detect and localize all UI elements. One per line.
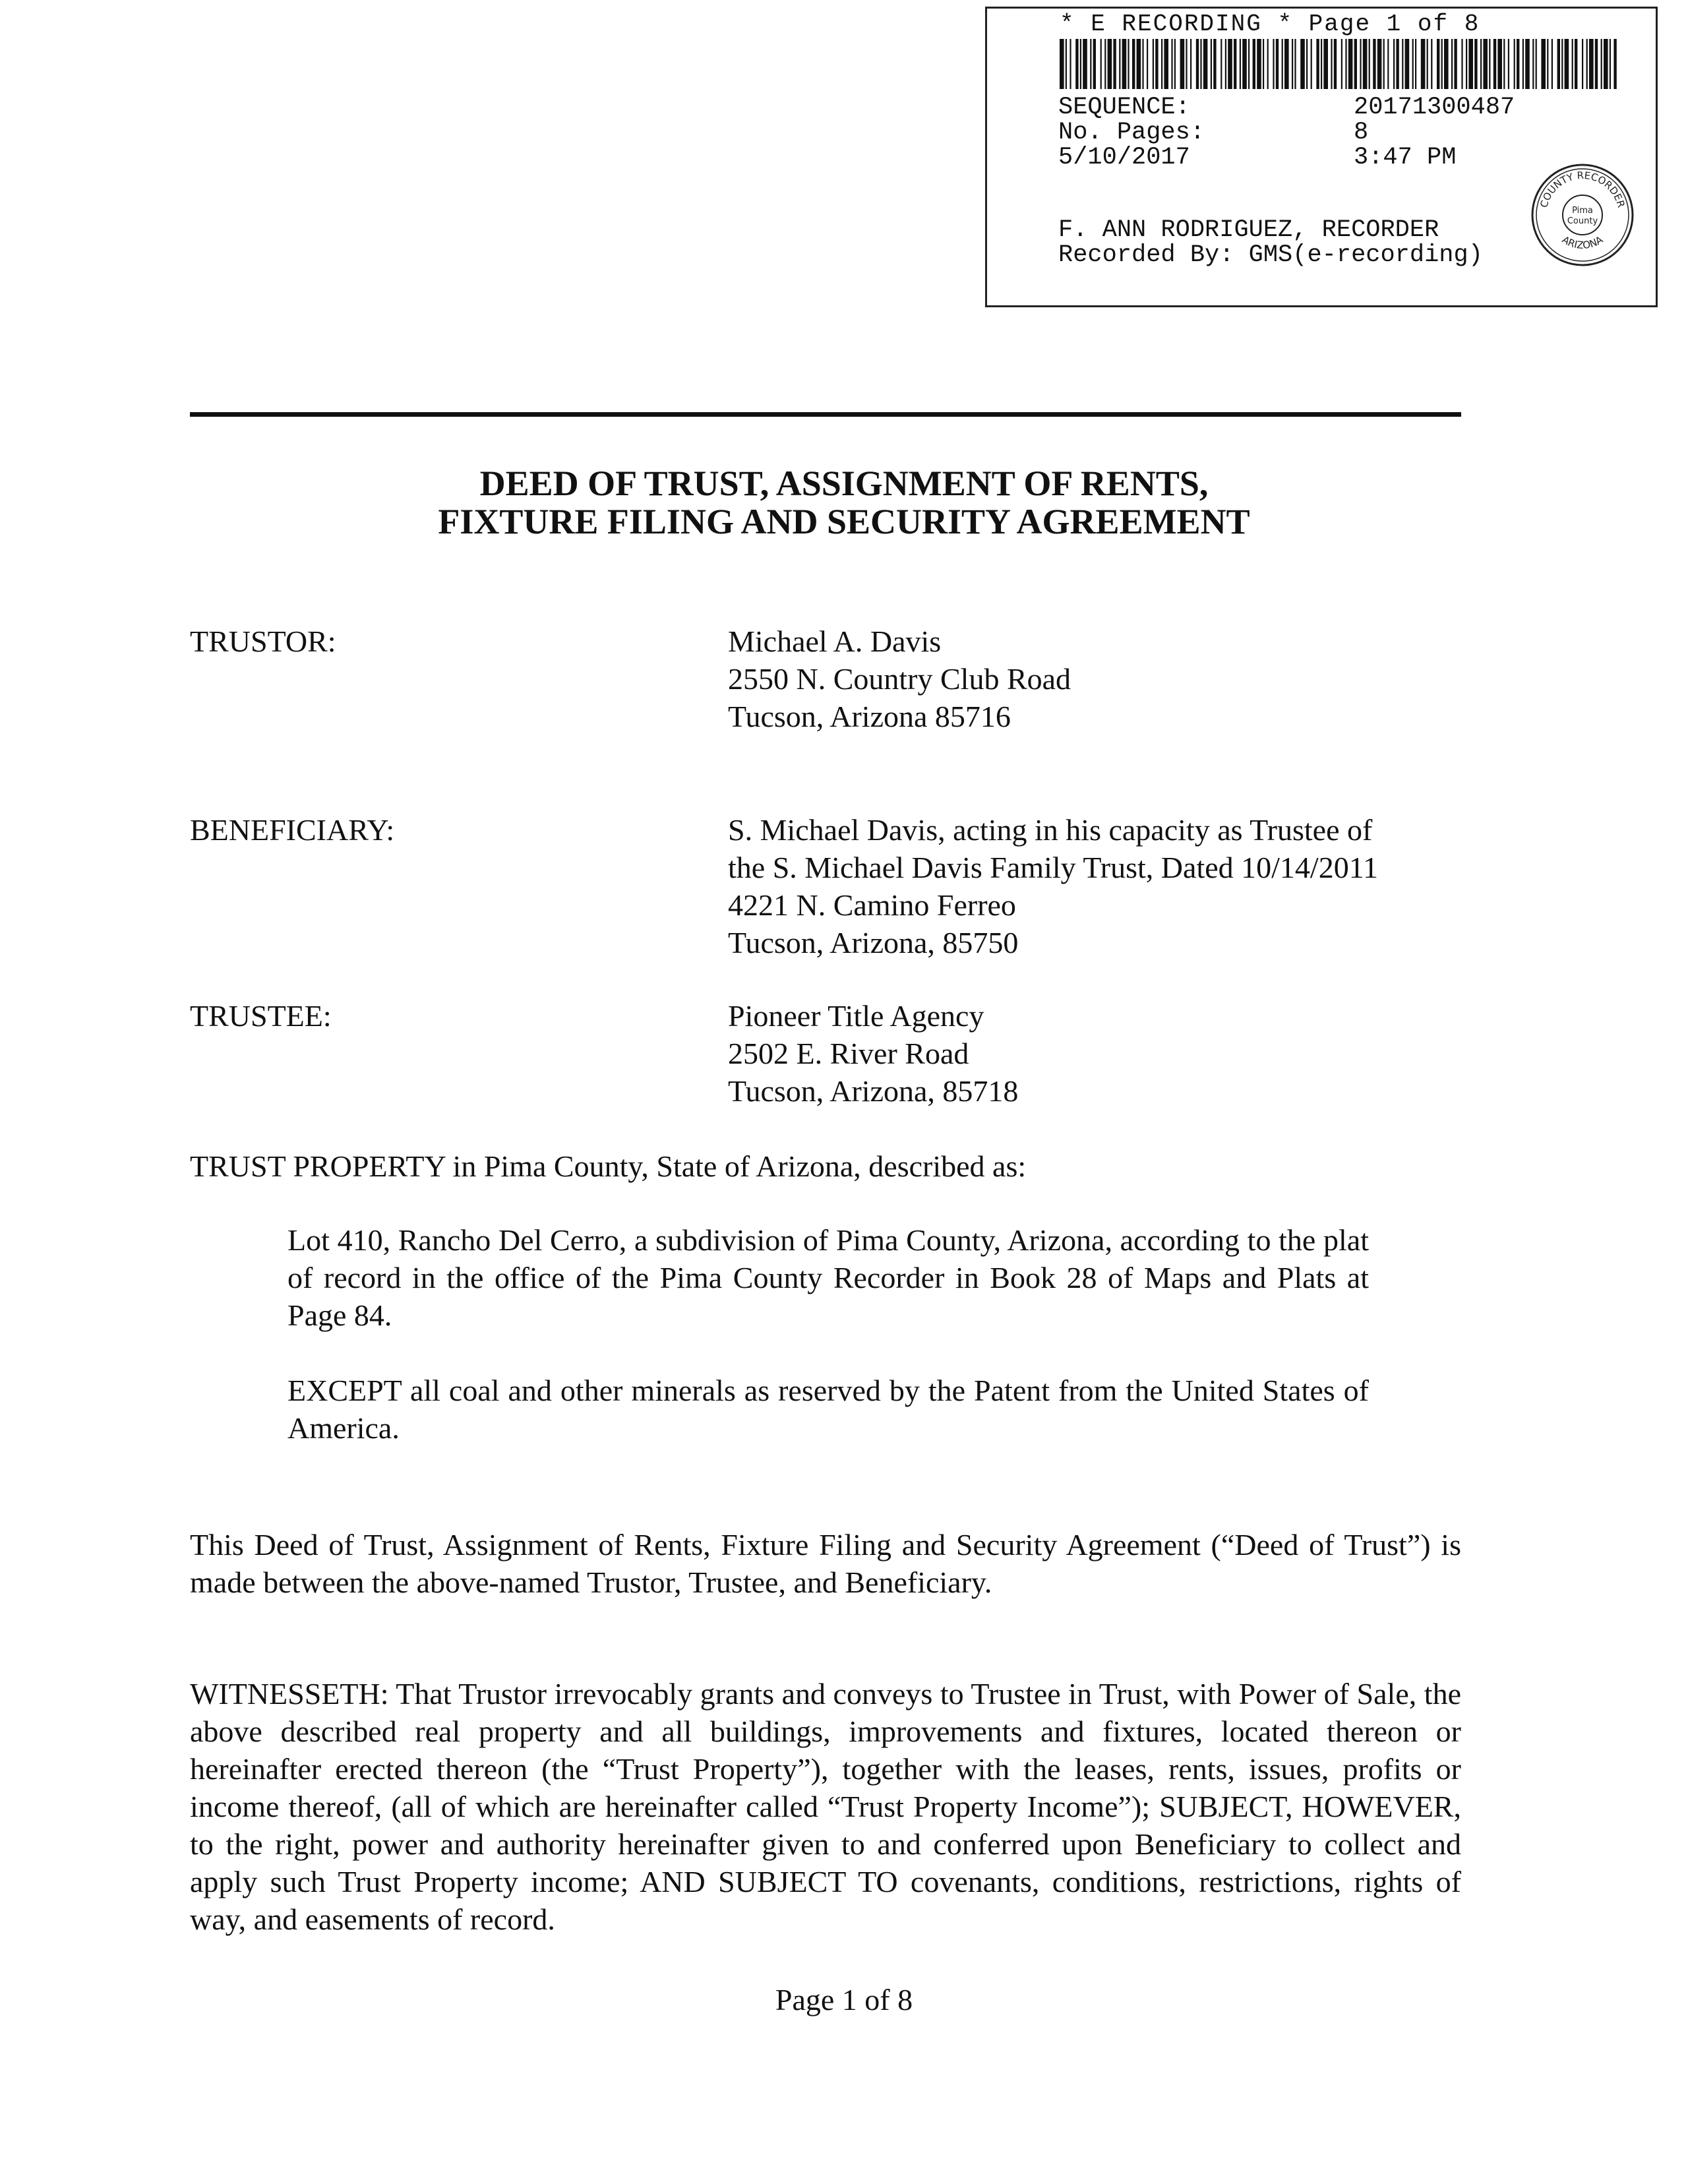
seal-bottom-text: ARIZONA bbox=[1559, 233, 1606, 252]
pages-label: No. Pages: bbox=[1058, 119, 1205, 146]
seal-top-text: COUNTY RECORDER bbox=[1538, 169, 1627, 209]
barcode bbox=[1060, 39, 1617, 89]
trustee-details bbox=[728, 997, 1018, 1110]
beneficiary-details bbox=[728, 811, 1378, 961]
trustor-label: TRUSTOR: bbox=[190, 624, 336, 658]
beneficiary-line: S. Michael Davis, acting in his capacity as Trustee of bbox=[728, 813, 1373, 847]
sequence-value: 20171300487 bbox=[1354, 94, 1515, 121]
recorder-name: F. ANN RODRIGUEZ, RECORDER bbox=[1058, 216, 1439, 244]
trust-property-intro: TRUST PROPERTY in Pima County, State of Arizona, described as: bbox=[190, 1149, 1027, 1183]
trustor-line: Tucson, Arizona 85716 bbox=[728, 700, 1011, 733]
witnesseth-paragraph: WITNESSETH: That Trustor irrevocably grants and conveys to Trustee in Trust, with Power of Sale, the above described real property and all buildings, improvements and fixtures, located thereon or hereinafter erected thereon (the “Trust Property”), together with the leases, rents, issues, profits or income thereof, (all of which are hereinafter called “Trust Property Income”); SUBJECT, HOWEVER, to the right, power and authority hereinafter given to and conferred upon Beneficiary to collect and apply such Trust Property income; AND SUBJECT TO covenants, conditions, restrictions, rights of way, and easements of record. bbox=[190, 1677, 1461, 1936]
deed-intro-paragraph: This Deed of Trust, Assignment of Rents, Fixture Filing and Security Agreement (“Deed of Trust”) is made between the above-named Trustor, Trustee, and Beneficiary. bbox=[190, 1528, 1461, 1599]
trustor-line: Michael A. Davis bbox=[728, 624, 942, 658]
trustee-line: Pioneer Title Agency bbox=[728, 999, 984, 1033]
seal-center-text-1: Pima bbox=[1572, 206, 1593, 216]
stamp-header: * E RECORDING * Page 1 of 8 bbox=[1060, 11, 1480, 38]
svg-text:ARIZONA bbox=[1560, 233, 1606, 251]
trustee-line: 2502 E. River Road bbox=[728, 1037, 969, 1070]
sequence-label: SEQUENCE: bbox=[1058, 94, 1190, 121]
mineral-exception: EXCEPT all coal and other minerals as reserved by the Patent from the United States of America. bbox=[287, 1374, 1369, 1445]
beneficiary-label: BENEFICIARY: bbox=[190, 813, 395, 847]
page-number: Page 1 of 8 bbox=[775, 1983, 913, 2017]
trustee-line: Tucson, Arizona, 85718 bbox=[728, 1074, 1019, 1108]
recorded-by: Recorded By: GMS(e-recording) bbox=[1058, 241, 1483, 269]
trustor-line: 2550 N. Country Club Road bbox=[728, 662, 1071, 696]
document-title-line-2: FIXTURE FILING AND SECURITY AGREEMENT bbox=[438, 502, 1250, 541]
pages-value: 8 bbox=[1354, 119, 1369, 146]
county-recorder-seal bbox=[1529, 162, 1636, 268]
beneficiary-line: Tucson, Arizona, 85750 bbox=[728, 926, 1019, 959]
beneficiary-line: 4221 N. Camino Ferreo bbox=[728, 888, 1016, 922]
document-title-line-1: DEED OF TRUST, ASSIGNMENT OF RENTS, bbox=[479, 464, 1209, 503]
legal-description: Lot 410, Rancho Del Cerro, a subdivision of Pima County, Arizona, according to the plat of record in the office of the Pima County Recorder in Book 28 of Maps and Plats at Page 84. bbox=[287, 1223, 1369, 1332]
title-rule bbox=[190, 412, 1461, 417]
trustor-details bbox=[728, 622, 1071, 735]
record-date: 5/10/2017 bbox=[1058, 144, 1190, 171]
recording-stamp bbox=[985, 7, 1658, 307]
seal-center-text-2: County bbox=[1567, 216, 1598, 226]
record-time: 3:47 PM bbox=[1354, 144, 1457, 171]
beneficiary-line: the S. Michael Davis Family Trust, Dated 10/14/2011 bbox=[728, 851, 1378, 884]
trustee-label: TRUSTEE: bbox=[190, 999, 332, 1033]
